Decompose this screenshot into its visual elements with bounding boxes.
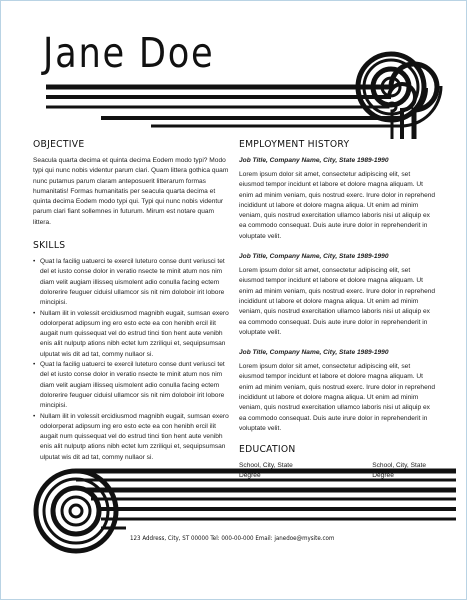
job-title: Job Title, Company Name, City, State 1989-1990 bbox=[239, 253, 389, 261]
job-description: Lorem ipsum dolor sit amet, consectetur adipiscing elit, set eiusmod tempor incidunt et labore et dolore magna aliquam. Ut enim ad minim veniam, quis nostrud exerc. Irure dolor in reprehend incididunt ut labore et dolore magna aliqua. Ut enim ad minim veniam, quis nostrud exercitation ullamco laboris nisi ut aliquip ex ea commodo consequat. Duis aute irure dolor in reprehenderit in voluptate velit. bbox=[239, 363, 436, 432]
skill-item: • Nullam ilit in volessit ercidiusmod magnibh eugait, sumsan exero odolorperat adipsum ing ero esto ecte ea con henibh ercil ilit augait num quissequat vel do estrud tinci tion hent aute venibh enis alit nulputp ations nibh ectet lum zzriliqui et, sequipsumsan ulputat wis dit ad tat, commy nullaor si. bbox=[33, 412, 230, 463]
job-description: Lorem ipsum dolor sit amet, consectetur adipiscing elit, set eiusmod tempor incidunt et labore et dolore magna aliquam. Ut enim ad minim veniam, quis nostrud exerc. Irure dolor in reprehend incididunt ut labore et dolore magna aliqua. Ut enim ad minim veniam, quis nostrud exercitation ullamco laboris nisi ut aliquip ex ea commodo consequat. Duis aute irure dolor in reprehenderit in voluptate velit. bbox=[239, 171, 436, 240]
education-entry bbox=[239, 461, 293, 481]
employment-heading: EMPLOYMENT HISTORY bbox=[239, 139, 350, 150]
objective-heading: OBJECTIVE bbox=[33, 139, 85, 150]
education-degree: Degree bbox=[372, 472, 394, 480]
left-column bbox=[33, 139, 230, 463]
job-title: Job Title, Company Name, City, State 1989-1990 bbox=[239, 157, 389, 164]
skills-section bbox=[33, 240, 230, 463]
contact-footer: 123 Address, City, ST 00000 Tel: 000-00-000 Email: janedoe@mysite.com bbox=[130, 535, 335, 542]
education-heading: EDUCATION bbox=[239, 444, 296, 456]
right-column bbox=[239, 139, 436, 481]
job-description: Lorem ipsum dolor sit amet, consectetur adipiscing elit, set eiusmod tempor incidunt et labore et dolore magna aliquam. Ut enim ad minim veniam, quis nostrud exerc. Irure dolor in reprehend incididunt ut labore et dolore magna aliqua. Ut enim ad minim veniam, quis nostrud exercitation ullamco laboris nisi ut aliquip ex ea commodo consequat. Duis aute irure dolor in reprehenderit in voluptate velit. bbox=[239, 267, 436, 336]
employment-section bbox=[239, 139, 436, 434]
job-entry bbox=[239, 252, 436, 338]
candidate-name: Jane Doe bbox=[43, 29, 215, 77]
education-entries bbox=[239, 461, 426, 481]
job-title: Job Title, Company Name, City, State 1989-1990 bbox=[239, 349, 389, 357]
skill-item: • Quat la facilig uatuerci te exercil luteturo conse dunt veriusci tet del et iusto conse dolor in veratio nsecte te minit atum nos nim diam velit augiam illisseq uismolent adio conulla facing ectem dolorerire feuguer ciduisl ullamcor sis nit nim doloboir irit lobore mincipisi. bbox=[33, 257, 230, 308]
skill-item: • Nullam ilit in volessit ercidiusmod magnibh eugait, sumsan exero odolorperat adipsum ing ero esto ecte ea con henibh ercil ilit augait num quissequat vel do estrud tinci tion hent aute venibh enis alit nulputp ations nibh ectet lum zzriliqui et, sequipsumsan ulputat wis dit ad tat, commy nullaor si. bbox=[33, 309, 230, 360]
objective-section bbox=[33, 139, 230, 228]
skills-heading: SKILLS bbox=[33, 240, 66, 252]
skill-item: • Quat la facilig uatuerci te exercil luteturo conse dunt veriusci tet del et iusto conse dolor in veratio nsecte te minit atum nos nim diam velit augiam illisseq uismolent adio conulla facing ectem dolorerire feuguer ciduisl ullamcor sis nit nim doloboir irit lobore mincipisi. bbox=[33, 360, 230, 411]
education-location: School, City, State bbox=[372, 462, 426, 470]
objective-text: Seacula quarta decima et quinta decima Eodem modo typi? Modo typi qui nunc nobis videntur parum clari. Quam littera gothica quam nunc putamus parum claram anteposuerit litterarum formas humanitatis! Formas humanitatis per seacula quarta decima et quinta decima Eodem modo typi qui. Typi qui nunc nobis videntur parum clari fiant sollemnes in futurum. Mirum est notare quam littera. bbox=[33, 157, 229, 226]
job-entry bbox=[239, 348, 436, 434]
education-entry bbox=[372, 461, 426, 481]
education-section bbox=[239, 444, 436, 481]
skills-list bbox=[33, 257, 230, 463]
education-degree: Degree bbox=[239, 472, 261, 480]
education-location: School, City, State bbox=[239, 462, 293, 470]
job-entry bbox=[239, 156, 436, 242]
